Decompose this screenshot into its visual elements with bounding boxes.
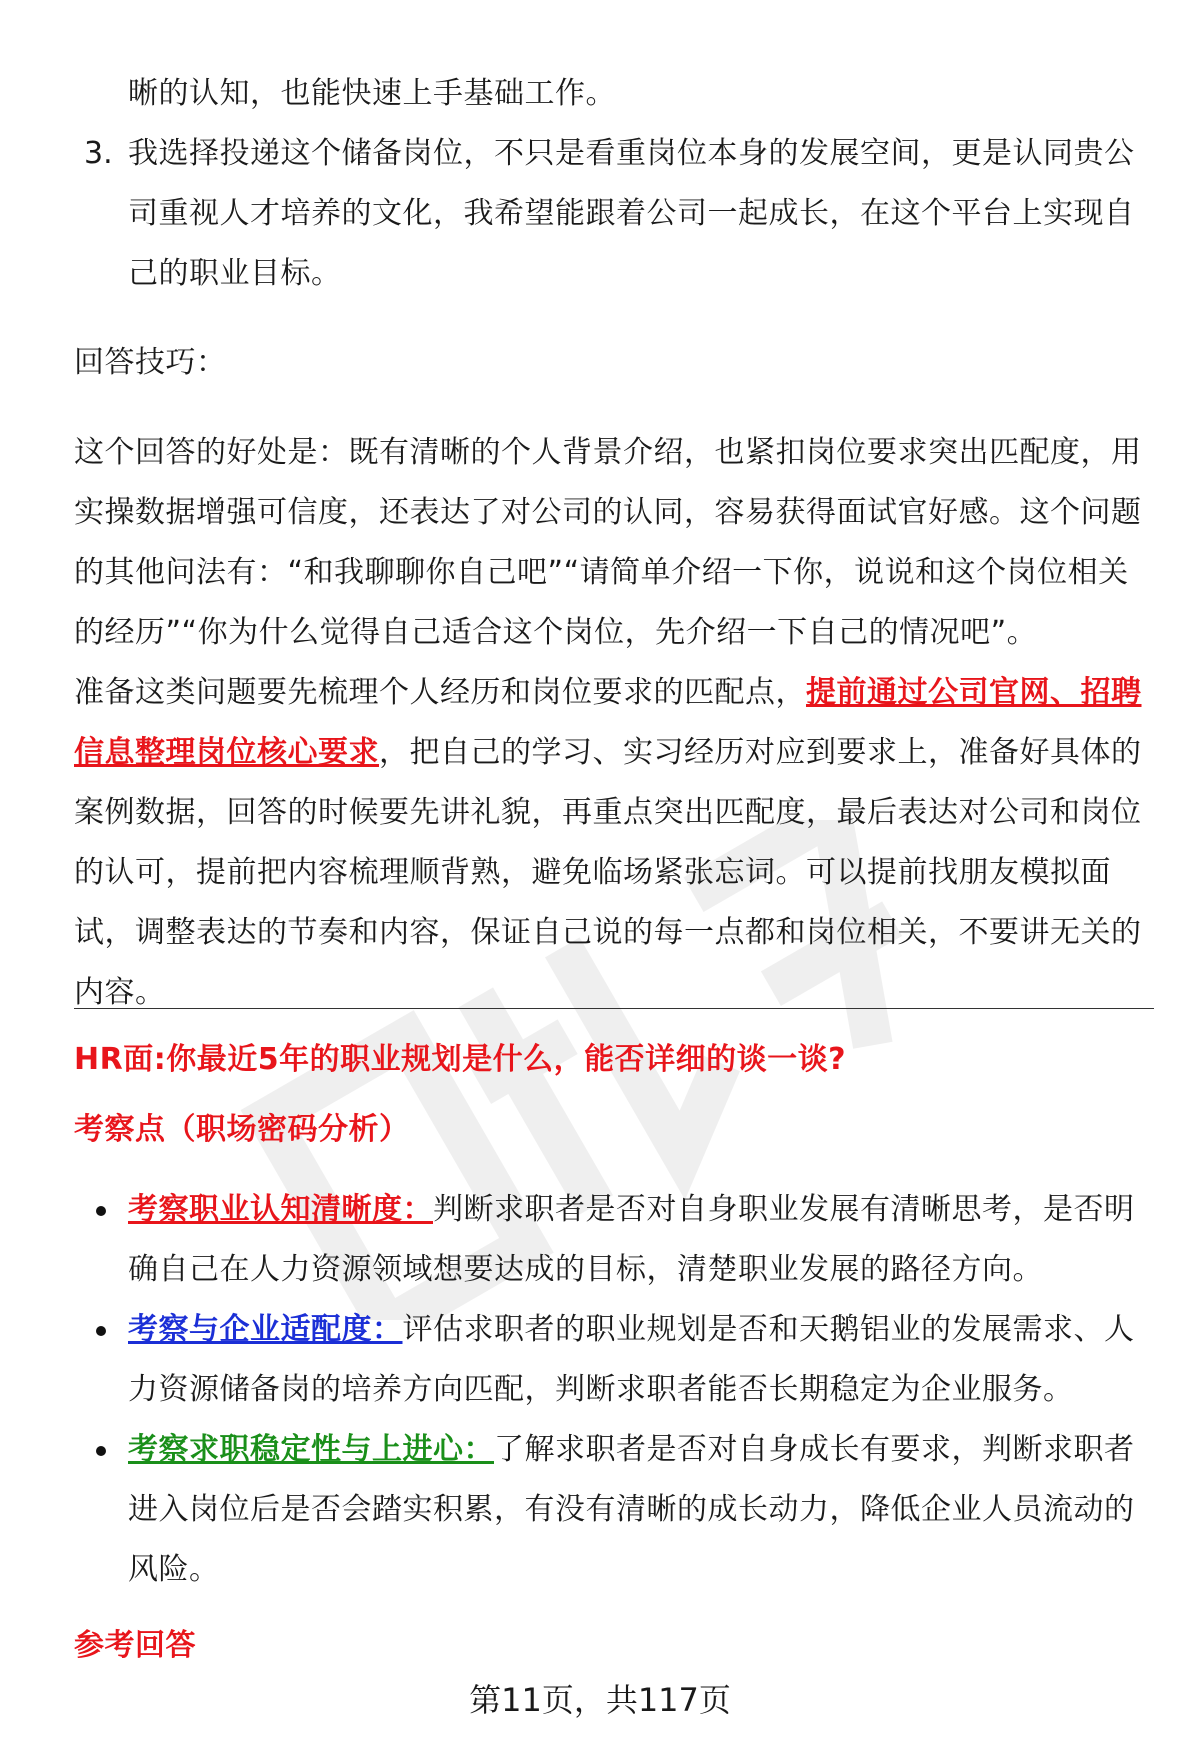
tips-paragraph-1: 这个回答的好处是：既有清晰的个人背景介绍，也紧扣岗位要求突出匹配度，用实操数据增强可信度，还表达了对公司的认同，容易获得面试官好感。这个问题的其他问法有：“和我聊聊你自己吧”“请简单介绍一下你，说说和这个岗位相关的经历”“你为什么觉得自己适合这个岗位，先介绍一下自己的情况吧”。 [74, 435, 1142, 650]
list-item-continuation: 晰的认知，也能快速上手基础工作。 [128, 76, 616, 111]
bullet-icon [96, 1326, 106, 1336]
tips-highlight: 提前通过公司官网、招聘信息整理岗位核心要求 [74, 675, 1142, 770]
list-item-3: 我选择投递这个储备岗位，不只是看重岗位本身的发展空间，更是认同贵公司重视人才培养的文化，我希望能跟着公司一起成长，在这个平台上实现自己的职业目标。 [128, 136, 1135, 291]
tips-paragraph-2 [74, 663, 1154, 1023]
section-divider [74, 1008, 1154, 1009]
bullet-icon [96, 1446, 106, 1456]
bullet-icon [96, 1206, 106, 1216]
bullet-label-3: 考察求职稳定性与上进心： [128, 1432, 494, 1467]
bullet-text-2: 评估求职者的职业规划是否和天鹅铝业的发展需求、人力资源储备岗的培养方向匹配，判断求职者能否长期稳定为企业服务。 [128, 1312, 1135, 1407]
bullet-text-3: 了解求职者是否对自身成长有要求，判断求职者进入岗位后是否会踏实积累，有没有清晰的成长动力，降低企业人员流动的风险。 [128, 1432, 1135, 1587]
list-number: 3. [84, 136, 113, 171]
answer-title: 参考回答 [74, 1628, 196, 1663]
tips-paragraph-2-pre: 准备这类问题要先梳理个人经历和岗位要求的匹配点， [74, 675, 806, 710]
tips-title: 回答技巧： [74, 345, 227, 380]
bullet-text-1: 判断求职者是否对自身职业发展有清晰思考，是否明确自己在人力资源领域想要达成的目标，清楚职业发展的路径方向。 [128, 1192, 1135, 1287]
bullet-item-3 [128, 1420, 1158, 1600]
bullet-item-2 [128, 1300, 1158, 1420]
tips-paragraph-2-post: ，把自己的学习、实习经历对应到要求上，准备好具体的案例数据，回答的时候要先讲礼貌，再重点突出匹配度，最后表达对公司和岗位的认可，提前把内容梳理顺背熟，避免临场紧张忘词。可以提前找朋友模拟面试，调整表达的节奏和内容，保证自己说的每一点都和岗位相关，不要讲无关的内容。 [74, 735, 1142, 1010]
bullet-label-2: 考察与企业适配度： [128, 1312, 403, 1347]
question-title: HR面:你最近5年的职业规划是什么，能否详细的谈一谈? [74, 1042, 846, 1077]
bullet-label-1: 考察职业认知清晰度： [128, 1192, 433, 1227]
page-footer: 第11页，共117页 [469, 1681, 731, 1719]
points-title: 考察点（职场密码分析） [74, 1112, 410, 1147]
bullet-item-1 [128, 1180, 1158, 1300]
